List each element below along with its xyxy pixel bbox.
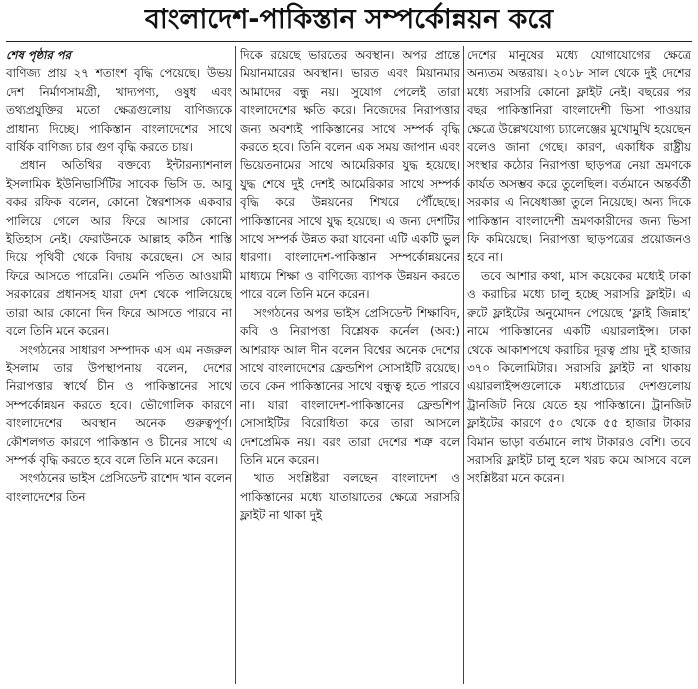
paragraph: সংগঠনের সাধারণ সম্পাদক এস এম নজরুল ইসলাম তার উপস্থাপনায় বলেন, দেশের নিরাপত্তার স্বার্থে চীন ও পাকিস্তানের সাথে সম্পর্কোন্নয়ন করতে হবে। ভৌগোলিক কারণে বাংলাদেশের অবস্থান অনেক গুরুত্বপূর্ণ। কৌশলগত কারণে পাকিস্তান ও চীনের সাথে এ সম্পর্ক বৃদ্ধি করতে হবে বলে তিনি মনে করেন।: [6, 342, 232, 467]
paragraph: বাণিজ্য প্রায় ২৭ শতাংশ বৃদ্ধি পেয়েছে। উভয় দেশ নির্মাণসামগ্রী, খাদ্যপণ্য, ওষুধ এবং তথ্যপ্রযুক্তির মতো ক্ষেত্রগুলোয় বাণিজ্যকে প্রাধান্য দিচ্ছে। পাকিস্তান বাংলাদেশের সাথে বার্ষিক বাণিজ্য চার গুণ বৃদ্ধি করতে চায়।: [6, 66, 232, 155]
article-column-3: [467, 46, 691, 686]
paragraph: দেশের মানুষের মধ্যে যোগাযোগের ক্ষেত্রে অন্যতম অন্তরায়। ২০১৮ সাল থেকে দুই দেশের মধ্যে সরাসরি কোনো ফ্লাইট নেই। বছরের পর বছর পাকিস্তানিরা বাংলাদেশী ভিসা পাওয়ার ক্ষেত্রে উল্লেখযোগ্য চ্যালেঞ্জের মুখোমুখি হয়েছেন বলেও জানা গেছে। কারণ, একাধিক রাষ্ট্রীয় সংস্থার কঠোর নিরাপত্তা ছাড়পত্র নেয়া ভ্রমণকে কার্যত অসম্ভব করে তুলেছিল। বর্তমানে অন্তর্বর্তী সরকার এ নিষেধাজ্ঞা তুলে নিয়েছে। অন্য দিকে পাকিস্তান বাংলাদেশী ভ্রমণকারীদের জন্য ভিসা ফি কমিয়েছে। নিরাপত্তা ছাড়পত্রের প্রয়োজনও হবে না।: [467, 48, 691, 265]
paragraph: সংগঠনের অপর ভাইস প্রেসিডেন্ট শিক্ষাবিদ, কবি ও নিরাপত্তা বিশ্লেষক কর্নেল (অব:) আশরাফ আল দীন বলেন বিশ্বের অনেক দেশের সাথে বাংলাদেশের ফ্রেন্ডশিপ সোসাইটি রয়েছে। তবে কেন পাকিস্তানের সাথে বন্ধুত্ব হতে পারবে না। যারা বাংলাদেশ-পাকিস্তানের ফ্রেন্ডশিপ সোসাইটির বিরোধিতা করে তারা আসলে দেশপ্রেমিক নয়। বরং তারা দেশের শত্রু বলে তিনি মনে করেন।: [240, 305, 460, 467]
paragraph: সংগঠনের ভাইস প্রেসিডেন্ট রাশেদ খান বলেন বাংলাদেশের তিন: [6, 471, 232, 504]
column-divider-1: [235, 46, 236, 684]
paragraph: দিকে রয়েছে ভারতের অবস্থান। অপর প্রান্তে মিয়ানমারের অবস্থান। ভারত এবং মিয়ানমার আমাদের বন্ধু নয়। সুযোগ পেলেই তারা বাংলাদেশের ক্ষতি করে। নিজেদের নিরাপত্তার জন্য অবশ্যই পাকিস্তানের সাথে সম্পর্ক বৃদ্ধি করতে হবে। তিনি বলেন এক সময় জাপান এবং ভিয়েতনামের সাথে আমেরিকার যুদ্ধ হয়েছে। যুদ্ধ শেষে দুই দেশই আমেরিকার সাথে সম্পর্ক বৃদ্ধি করে উন্নয়নের শিখরে পৌঁছেছে। পাকিস্তানের সাথে যুদ্ধ হয়েছে। এ জন্য দেশটির সাথে সম্পর্ক উন্নত করা যাবেনা এটি একটি ভুল ধারণা। বাংলাদেশ-পাকিস্তান সম্পর্কোন্নয়নের মাধ্যমে শিক্ষা ও বাণিজ্যে ব্যাপক উন্নয়ন করতে পারে বলে তিনি মনে করেন।: [240, 48, 460, 302]
paragraph: খাত সংশ্লিষ্টরা বলছেন বাংলাদেশ ও পাকিস্তানের মধ্যে যাতায়াতের ক্ষেত্রে সরাসরি ফ্লাইট না থাকা দুই: [240, 471, 460, 523]
column-divider-2: [463, 46, 464, 684]
article-column-2: [240, 46, 460, 686]
continued-from-label: শেষ পৃষ্ঠার পর: [6, 48, 71, 62]
article-headline: বাংলাদেশ-পাকিস্তান সম্পর্কোন্নয়ন করে: [144, 4, 554, 35]
paragraph: প্রধান অতিথির বক্তব্যে ইন্টারন্যাশনাল ইসলামিক ইউনিভার্সিটির সাবেক ভিসি ড. আবু বকর রফিক বলেন, কোনো স্বৈরশাসক একবার পালিয়ে গেলে আর ফিরে আসার কোনো ইতিহাস নেই। ফেরাউনকে আল্লাহ কঠিন শাস্তি দিয়ে পৃথিবী থেকে বিদায় করেছেন। সে আর ফিরে আসতে পারেনি। তেমনি পতিত আওয়ামী সরকারের প্রধানসহ যারা দেশ থেকে পালিয়েছে তারা আর কোনো দিন ফিরে আসতে পারবে না বলে তিনি মনে করেন।: [6, 158, 232, 339]
paragraph: তবে আশার কথা, মাস কয়েকের মধ্যেই ঢাকা ও করাচির মধ্যে চালু হচ্ছে সরাসরি ফ্লাইট। এ রুটে ফ্লাইটের অনুমোদন পেয়েছে ‘ফ্লাই জিন্নাহ’ নামে পাকিস্তানের একটি এয়ারলাইন্স। ঢাকা থেকে আকাশপথে করাচির দূরত্ব প্রায় দুই হাজার ৩৭০ কিলোমিটার। সরাসরি ফ্লাইট না থাকায় এয়ারলাইন্সগুলোকে মধ্যপ্রাচ্যের দেশগুলোয় ট্রানজিট নিয়ে যেতে হয় পাকিস্তানে। ট্রানজিট ফ্লাইটের কারণে ৫০ থেকে ৫৫ হাজার টাকার বিমান ভাড়া বর্তমানে লাখ টাকারও বেশি। তবে সরাসরি ফ্লাইট চালু হলে খরচ কমে আসবে বলে সংশ্লিষ্টরা মনে করেন।: [467, 268, 691, 486]
headline-divider: [6, 41, 692, 42]
article-column-1: [6, 46, 232, 686]
